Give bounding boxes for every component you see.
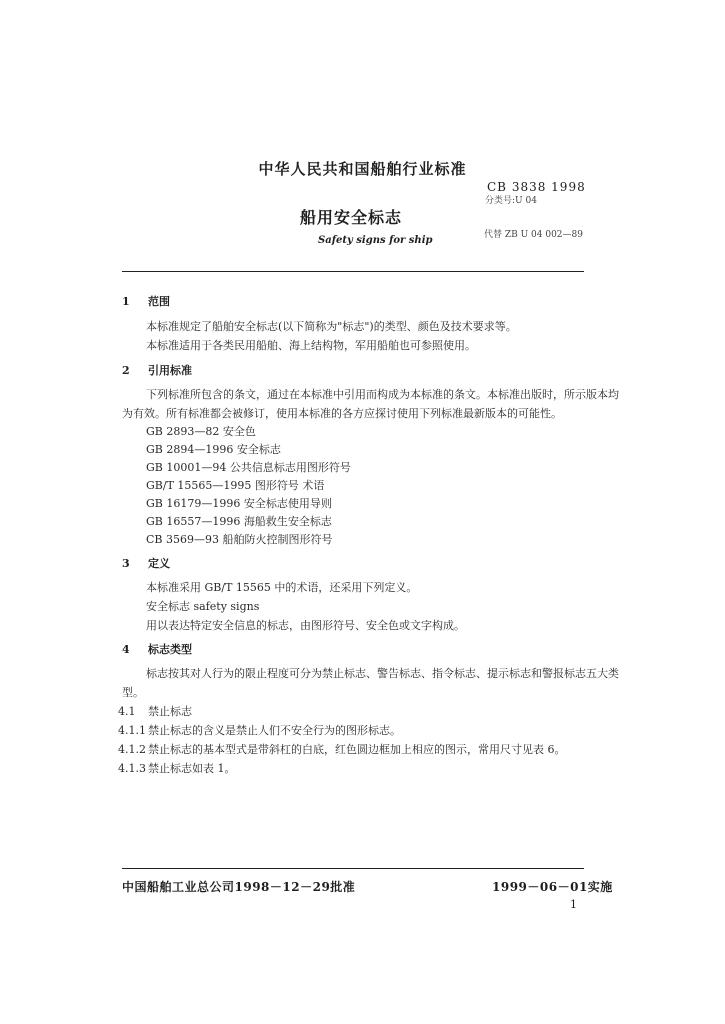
section-4-line-2: 型。 <box>122 686 144 699</box>
effective-date: 1999－06－01实施 <box>492 880 613 894</box>
clause-4-1-3 <box>118 760 236 776</box>
reference-item: GB 16179—1996 安全标志使用导则 <box>146 497 332 510</box>
reference-item: GB 10001—94 公共信息标志用图形符号 <box>146 461 351 474</box>
reference-item: CB 3569—93 船舶防火控制图形符号 <box>146 533 333 546</box>
section-title: 范围 <box>148 295 170 308</box>
clause-text: 禁止标志的含义是禁止人们不安全行为的图形标志。 <box>148 724 401 737</box>
clause-4-1-2 <box>118 741 566 757</box>
section-1-line-2: 本标准适用于各类民用船舶、海上结构物，军用船舶也可参照使用。 <box>146 339 476 352</box>
section-number: 4 <box>122 643 130 656</box>
section-3-line-1: 本标准采用 GB/T 15565 中的术语，还采用下列定义。 <box>146 581 418 594</box>
section-heading-4 <box>122 641 192 657</box>
header-divider <box>122 271 584 272</box>
section-number: 1 <box>122 295 130 308</box>
section-heading-3 <box>122 555 170 571</box>
section-title: 定义 <box>148 557 170 570</box>
replaces-standard: 代替 ZB U 04 002—89 <box>484 230 583 240</box>
page-number: 1 <box>570 898 577 911</box>
clause-text: 禁止标志 <box>148 705 192 718</box>
standard-code: CB 3838 1998 <box>487 180 586 194</box>
section-title: 引用标准 <box>148 364 192 377</box>
clause-number: 4.1.2 <box>118 743 146 756</box>
clause-text: 禁止标志的基本型式是带斜杠的白底，红色圆边框加上相应的图示，常用尺寸见表 6。 <box>148 743 566 756</box>
clause-number: 4.1.1 <box>118 724 146 737</box>
reference-item: GB 16557—1996 海船救生安全标志 <box>146 515 332 528</box>
section-3-definition: 用以表达特定安全信息的标志，由图形符号、安全色或文字构成。 <box>146 619 465 632</box>
clause-number: 4.1.3 <box>118 762 146 775</box>
clause-4-1-1 <box>118 722 401 738</box>
classification-number: 分类号:U 04 <box>485 196 537 206</box>
section-1-line-1: 本标准规定了船舶安全标志(以下简称为"标志")的类型、颜色及技术要求等。 <box>146 320 517 333</box>
section-2-line-2: 为有效。所有标准都会被修订，使用本标准的各方应探讨使用下列标准最新版本的可能性。 <box>122 407 562 420</box>
section-3-term: 安全标志 safety signs <box>146 600 260 613</box>
standard-organization: 中华人民共和国船舶行业标准 <box>258 160 467 178</box>
document-title: 船用安全标志 <box>300 208 403 227</box>
section-4-line-1: 标志按其对人行为的限止程度可分为禁止标志、警告标志、指令标志、提示标志和警报标志五大类 <box>146 667 619 680</box>
section-heading-2 <box>122 362 192 378</box>
clause-text: 禁止标志如表 1。 <box>148 762 236 775</box>
reference-item: GB 2894—1996 安全标志 <box>146 443 281 456</box>
section-title: 标志类型 <box>148 643 192 656</box>
approval-date: 中国船舶工业总公司1998－12－29批准 <box>122 880 356 894</box>
reference-item: GB/T 15565—1995 图形符号 术语 <box>146 479 325 492</box>
section-heading-1 <box>122 293 170 309</box>
clause-4-1 <box>118 703 192 719</box>
section-number: 3 <box>122 557 130 570</box>
footer-divider <box>122 868 584 869</box>
document-title-english: Safety signs for ship <box>318 235 433 246</box>
reference-item: GB 2893—82 安全色 <box>146 425 256 438</box>
clause-number: 4.1 <box>118 705 136 718</box>
section-number: 2 <box>122 364 130 377</box>
section-2-line-1: 下列标准所包含的条文，通过在本标准中引用而构成为本标准的条文。本标准出版时，所示版本均 <box>146 388 619 401</box>
